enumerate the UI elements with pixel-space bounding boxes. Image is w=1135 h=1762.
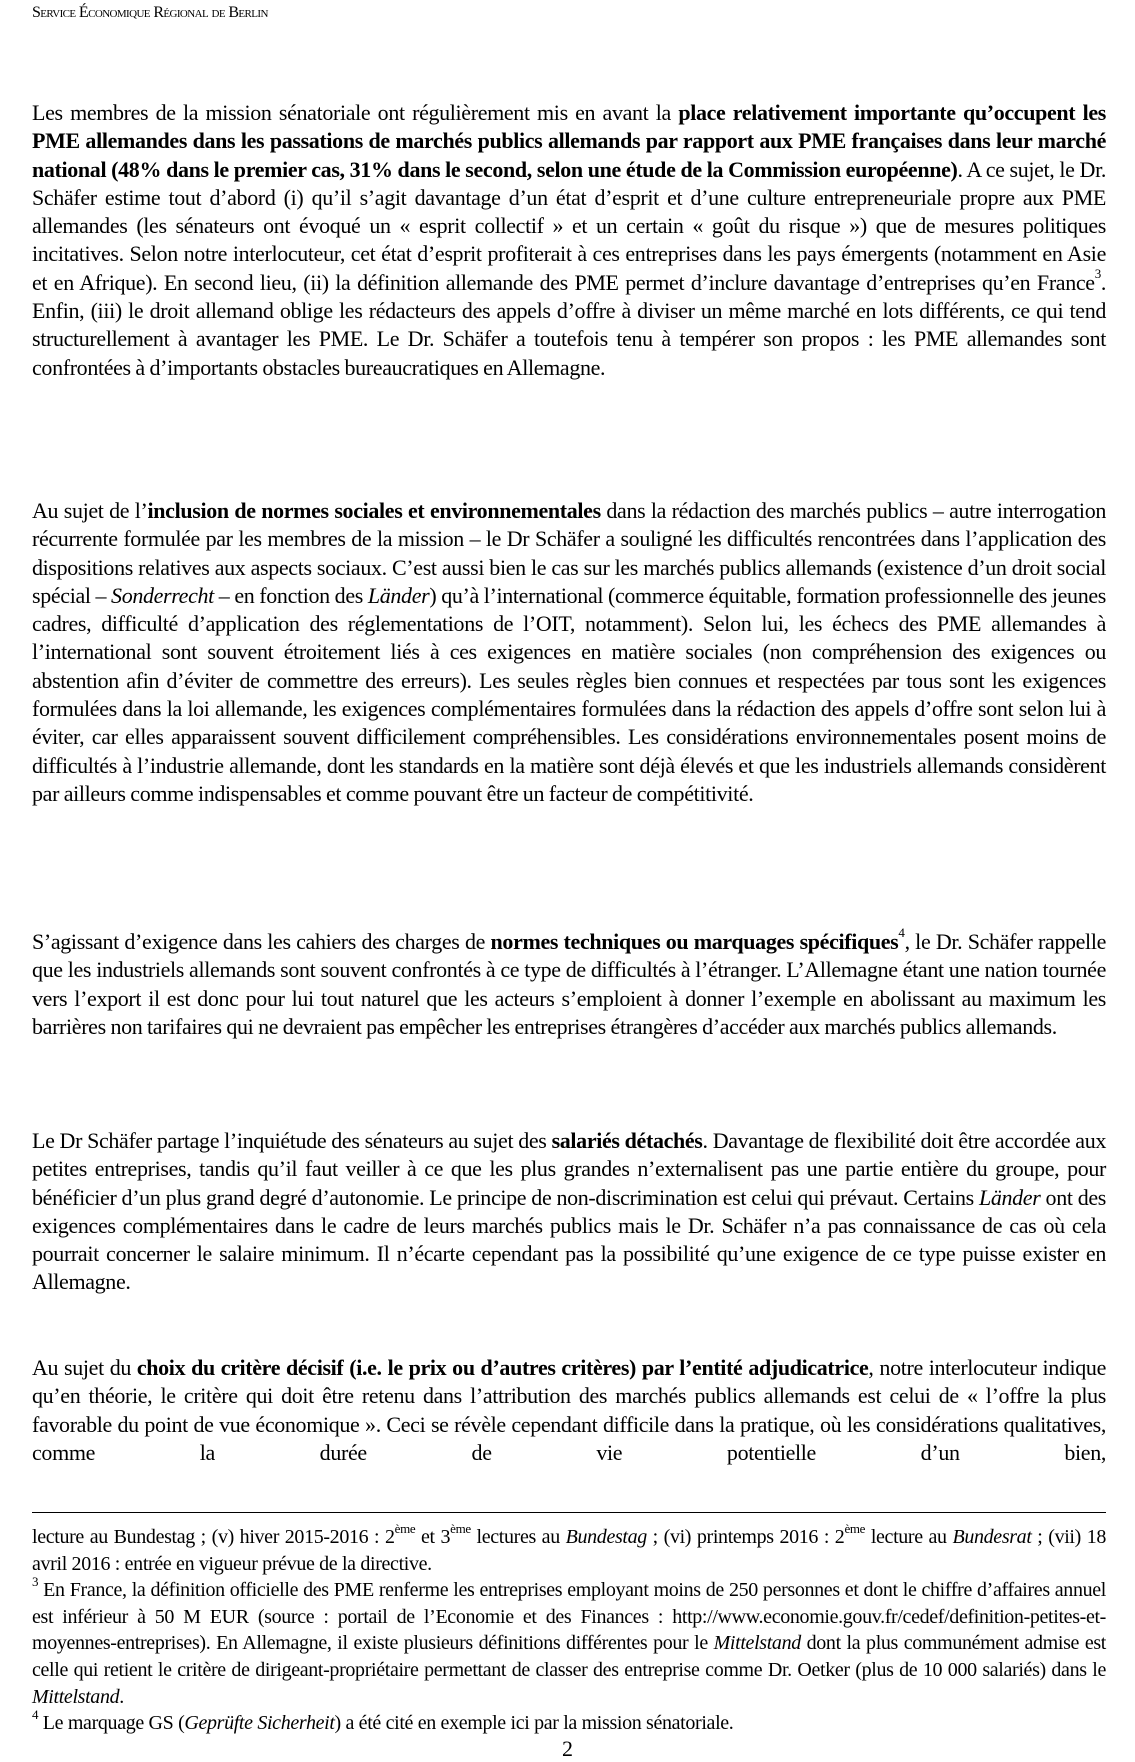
text-run: lectures au — [470, 1526, 566, 1548]
paragraph-pme-share — [32, 99, 1106, 382]
footnote — [32, 1521, 1107, 1577]
text-run: ont des exigences complémentaires dans le cadre de leurs marchés publics mais le Dr. Schäfer n’a pas connaissance de cas où cela pourrait concerner le salaire minimum. Il n’écarte cependant pas la possibilité qu’une exigence de ce type puisse exister en Allemagne. — [32, 1184, 1106, 1295]
footnote — [32, 1707, 1106, 1737]
text-run: Le marquage GS ( — [38, 1712, 185, 1735]
text-run: salariés détachés — [551, 1128, 703, 1153]
text-run: lecture au — [865, 1526, 953, 1548]
paragraph-social-environmental-norms — [32, 497, 1106, 808]
text-run: lecture au Bundestag ; (v) hiver 2015-2016 : 2 — [32, 1526, 395, 1548]
footnote-reference: 3 — [32, 1574, 39, 1590]
text-run: – en fonction des — [213, 582, 368, 608]
text-run: Sonderrecht — [111, 582, 214, 608]
text-run: Au sujet de l’ — [32, 498, 148, 523]
footnote-separator — [32, 1512, 1106, 1513]
text-run: . Enfin, (iii) le droit allemand oblige les rédacteurs des appels d’offre à diviser un même marché en lots différents, ce qui tend structurellement à avantager les PME. Le Dr. Schäfer a toutefois tenu à tempérer son propos : les PME allemandes sont confrontées à d’importants obstacles bureaucratiques en Allemagne. — [32, 269, 1106, 380]
footnote-reference: ème — [844, 1521, 866, 1536]
text-run: Les membres de la mission sénatoriale ont régulièrement mis en avant la — [32, 100, 679, 125]
page-number: 2 — [562, 1736, 573, 1761]
text-run: Geprüfte Sicherheit — [184, 1712, 335, 1735]
footnote-reference: 3 — [1094, 265, 1101, 281]
text-run: ) a été cité en exemple ici par la mission sénatoriale. — [334, 1712, 734, 1735]
text-run: et 3 — [415, 1526, 451, 1548]
text-run: Mittelstand — [713, 1632, 801, 1655]
text-run: . — [119, 1685, 124, 1708]
text-run: place relativement importante qu’occupent les PME allemandes dans les passations de marchés publics allemands par rapport aux PME françaises dans leur marché national (48% dans le premier cas, 31% dans le second, selon une étude de la Commission européenne) — [32, 100, 1106, 182]
text-run: inclusion de normes sociales et environnementales — [147, 498, 601, 523]
footnote-reference: 4 — [898, 925, 905, 940]
text-run: choix du critère décisif (i.e. le prix ou d’autres critères) par l’entité adjudicatrice — [136, 1355, 869, 1380]
text-run: dans la rédaction des marchés publics – autre interrogation récurrente formulée par les membres de la mission – le Dr Schäfer a souligné les difficultés rencontrées dans l’application des dispositions relatives aux aspects sociaux. C’est aussi bien le cas sur les marchés publics allemands (existence d’un droit social spécial – — [32, 498, 1106, 608]
paragraph-posted-workers — [32, 1127, 1106, 1297]
text-run: ; (vi) printemps 2016 : 2 — [646, 1526, 845, 1548]
text-run: , notre interlocuteur indique qu’en théorie, le critère qui doit être retenu dans l’attribution des marchés publics allemands est celui de « l’offre la plus favorable du point de vue économique ». Ceci se révèle cependant difficile dans la pratique, où les considérations qualitatives, comme la durée de vie potentielle d’un bien, — [32, 1355, 1106, 1465]
text-run: ; (vii) 18 avril 2016 : entrée en vigueur prévue de la directive. — [32, 1526, 1107, 1575]
text-run: . A ce sujet, le Dr. Schäfer estime tout d’abord (i) qu’il s’agit davantage d’un état d’esprit et d’une culture entrepreneuriale propre aux PME allemandes (les sénateurs ont évoqué un « esprit collectif » et un certain « goût du risque ») que de mesures politiques incitatives. Selon notre interlocuteur, cet état d’esprit profiterait à ces entreprises dans les pays émergents (notamment en Asie et en Afrique). En second lieu, (ii) la définition allemande des PME permet d’inclure davantage d’entreprises qu’en France — [32, 156, 1106, 295]
text-run: Länder — [978, 1184, 1041, 1210]
text-run: , le Dr. Schäfer rappelle que les industriels allemands sont souvent confrontés à ce type de difficultés à l’étranger. L’Allemagne étant une nation tournée vers l’export il est donc pour lui tout naturel que les acteurs s’emploient à donner l’exemple en abolissant au maximum les barrières non tarifaires qui ne devraient pas empêcher les entreprises étrangères d’accéder aux marchés publics allemands. — [32, 929, 1106, 1039]
page-header: Service Économique Régional de Berlin — [32, 4, 268, 21]
text-run: Bundestag — [565, 1526, 647, 1548]
text-run: S’agissant d’exigence dans les cahiers des charges de — [32, 929, 491, 954]
paragraph-technical-norms — [32, 925, 1106, 1041]
text-run: . Davantage de flexibilité doit être accordée aux petites entreprises, tandis qu’il faut veiller à ce que les plus grandes n’externalisent pas une partie entière du groupe, pour bénéficier d’un plus grand degré d’autonomie. Le principe de non-discrimination est celui qui prévaut. Certains — [32, 1128, 1106, 1210]
footnote-reference: ème — [450, 1521, 471, 1536]
text-run: normes techniques ou marquages spécifiques — [490, 929, 899, 954]
paragraph-award-criterion — [32, 1354, 1106, 1467]
footnote-reference: 4 — [32, 1707, 39, 1723]
text-run: Au sujet du — [32, 1355, 137, 1380]
footnote-reference: ème — [394, 1521, 416, 1536]
text-run: En France, la définition officielle des PME renferme les entreprises employant moins de 250 personnes et dont le chiffre d’affaires annuel est inférieur à 50 M EUR (source : portail de l’Economie et des Finances : http://www.economie.gouv.fr/cedef/definition-petites-et-moyennes-entreprises). En Allemagne, il existe plusieurs définitions différentes pour le — [32, 1579, 1106, 1655]
text-run: Mittelstand — [32, 1685, 120, 1708]
footnotes — [32, 1521, 1107, 1737]
text-run: Länder — [367, 582, 430, 608]
text-run: Bundesrat — [952, 1526, 1032, 1548]
text-run: dont la plus communément admise est celle qui retient le critère de dirigeant-propriétaire permettant de classer des entreprise comme Dr. Oetker (plus de 10 000 salariés) dans le — [32, 1632, 1106, 1681]
text-run: ) qu’à l’international (commerce équitable, formation professionnelle des jeunes cadres, difficulté d’application des réglementations de l’OIT, notamment). Selon lui, les échecs des PME allemandes à l’international sont souvent étroitement liés à ces exigences en matière sociales (non compréhension des exigences ou abstention afin d’éviter de commettre des erreurs). Les seules règles bien connues et respectées par tous sont les exigences formulées dans la loi allemande, les exigences complémentaires formulées dans la rédaction des appels d’offre sont selon lui à éviter, car elles apparaissent souvent difficilement compréhensibles. Les considérations environnementales posent moins de difficultés à l’industrie allemande, dont les standards en la matière sont déjà élevés et que les industriels allemands considèrent par ailleurs comme indispensables et comme pouvant être un facteur de compétitivité. — [32, 582, 1106, 806]
footnote — [32, 1574, 1106, 1710]
text-run: Le Dr Schäfer partage l’inquiétude des sénateurs au sujet des — [32, 1128, 552, 1153]
